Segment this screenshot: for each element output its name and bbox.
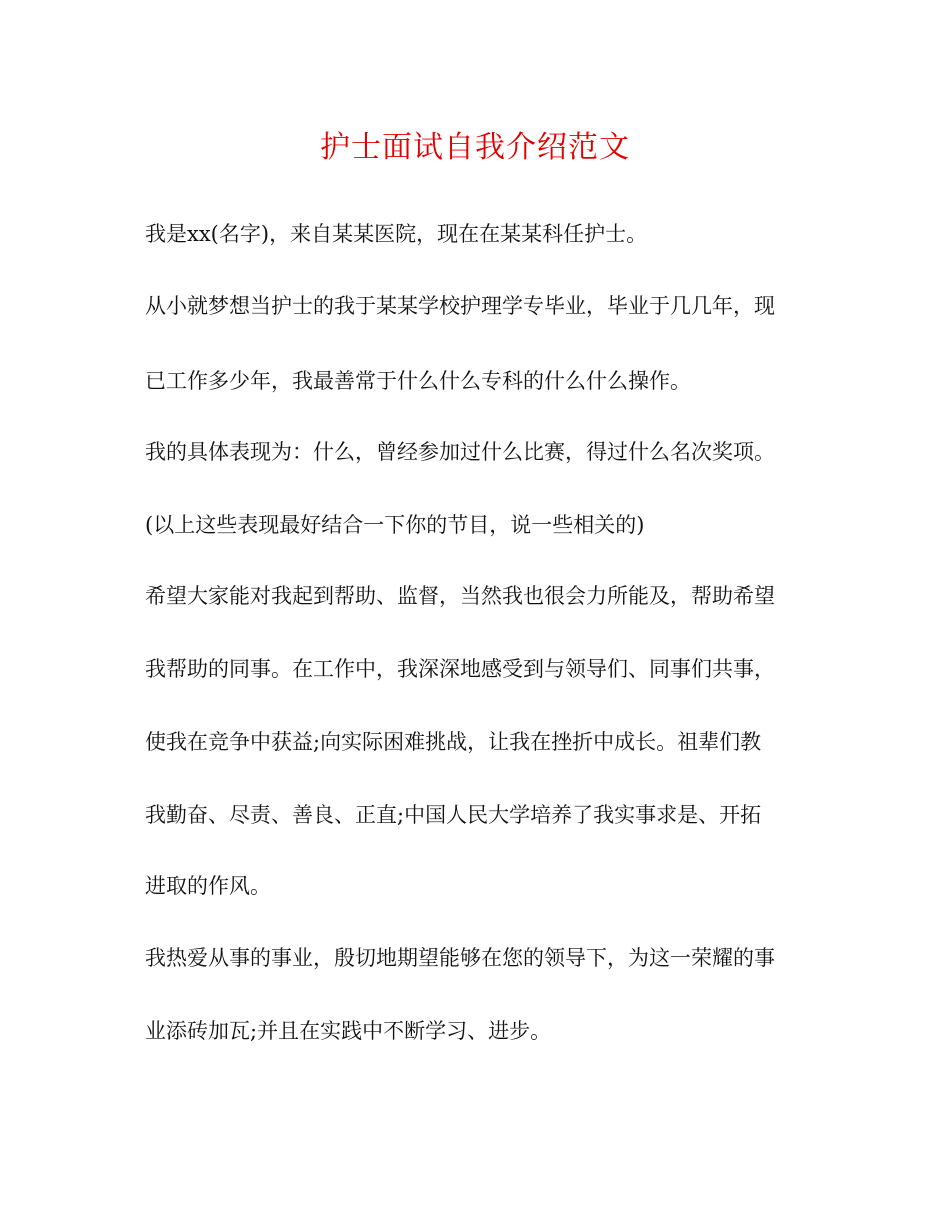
body-line-5: (以上这些表现最好结合一下你的节目，说一些相关的) [145,513,645,537]
document-title: 护士面试自我介绍范文 [320,130,630,165]
body-line-10: 进取的作风。 [145,874,271,898]
body-line-11: 我热爱从事的事业，殷切地期望能够在您的领导下，为这一荣耀的事 [145,946,775,970]
body-line-7: 我帮助的同事。在工作中，我深深地感受到与领导们、同事们共事， [145,657,775,681]
body-line-1: 我是xx(名字)，来自某某医院，现在在某某科任护士。 [145,222,648,246]
body-line-6: 希望大家能对我起到帮助、监督，当然我也很会力所能及，帮助希望 [145,584,775,608]
body-line-3: 已工作多少年，我最善常于什么什么专科的什么什么操作。 [145,369,691,393]
body-line-8: 使我在竞争中获益;向实际困难挑战，让我在挫折中成长。祖辈们教 [145,730,762,754]
body-line-2: 从小就梦想当护士的我于某某学校护理学专毕业，毕业于几几年，现 [145,294,775,318]
body-line-9: 我勤奋、尽责、善良、正直;中国人民大学培养了我实事求是、开拓 [145,803,762,827]
body-line-4: 我的具体表现为：什么，曾经参加过什么比赛，得过什么名次奖项。 [145,440,775,464]
body-line-12: 业添砖加瓦;并且在实践中不断学习、进步。 [145,1019,552,1043]
